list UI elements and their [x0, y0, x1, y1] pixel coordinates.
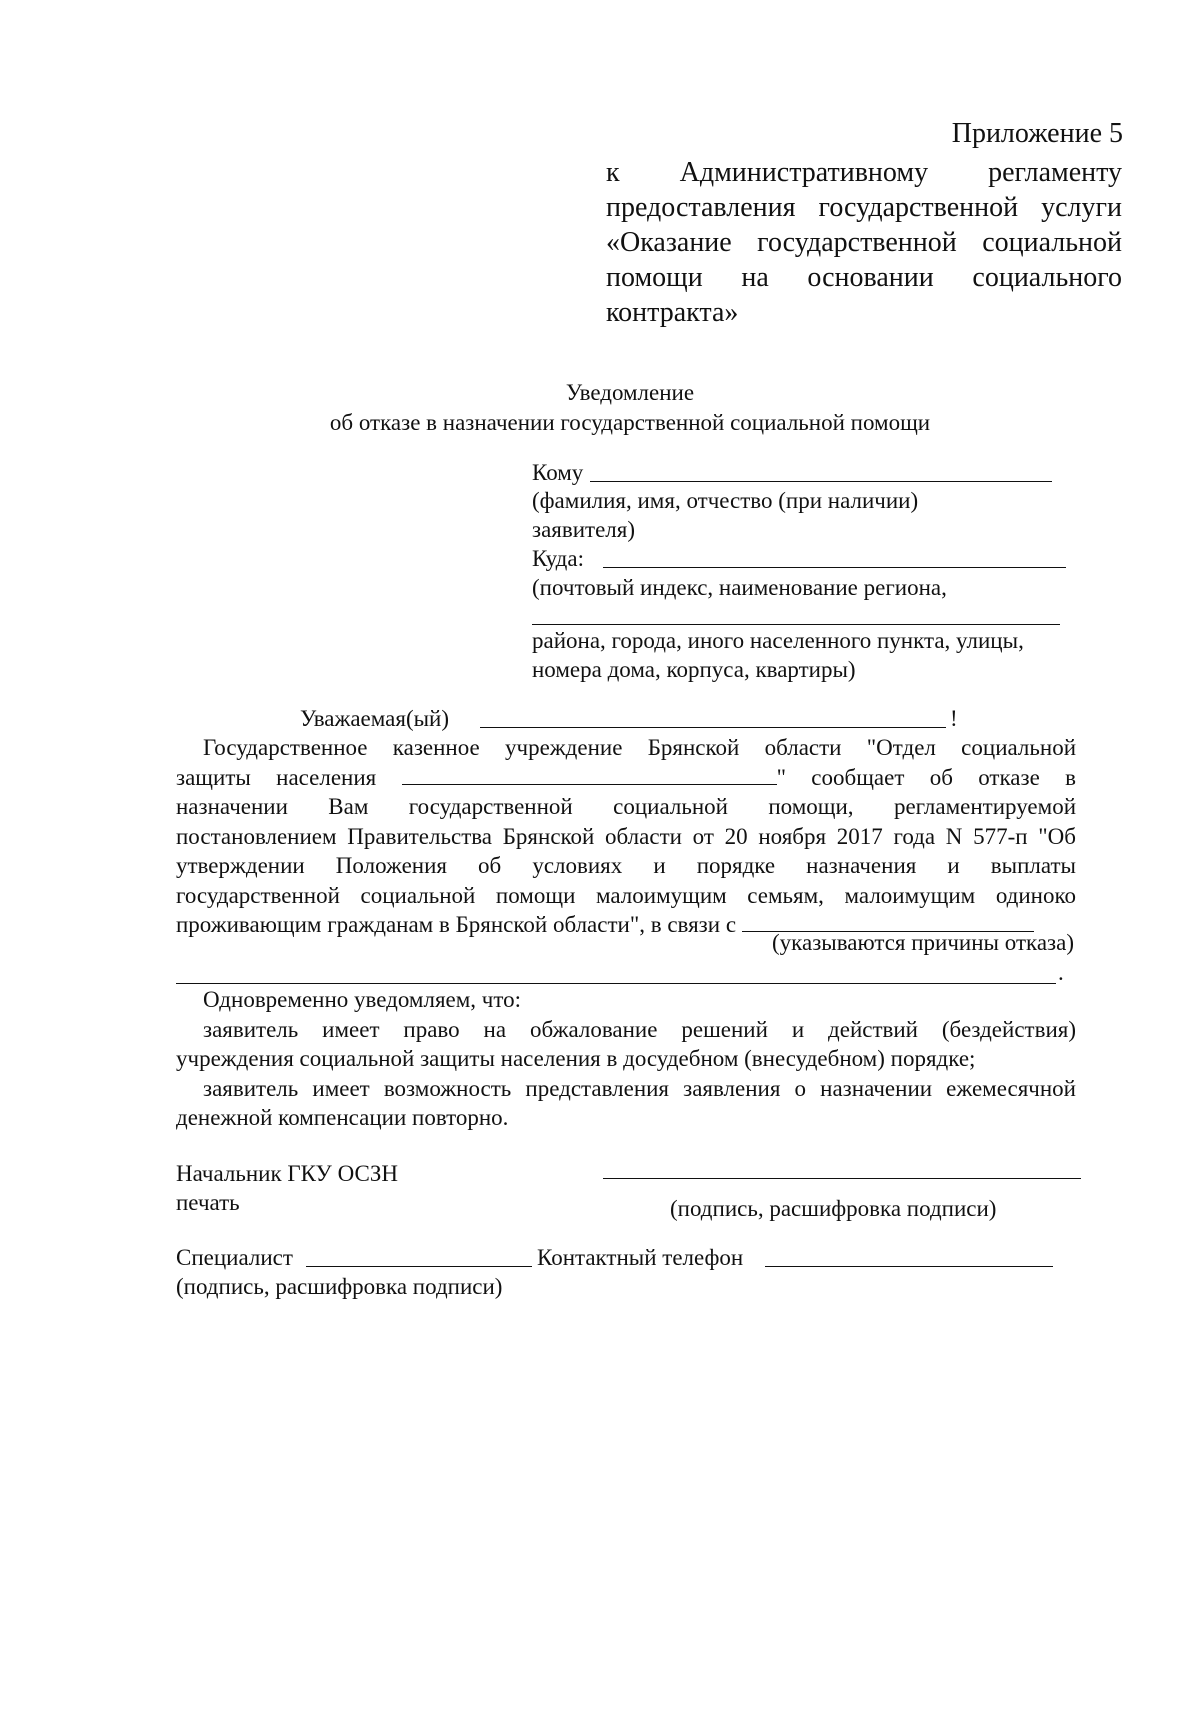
greeting-field-line [480, 727, 946, 728]
head-label: Начальник ГКУ ОСЗН [176, 1161, 398, 1186]
appendix-line-3: «Оказание государственной социальной [606, 227, 1122, 258]
paragraph-line: заявитель имеет возможность представления заявления о назначении ежемесячной [203, 1075, 1076, 1101]
notice-title: Уведомление [565, 380, 695, 405]
where-hint-line-2: района, города, иного населенного пункта, улицы, [532, 628, 1024, 653]
greeting-end: ! [950, 706, 958, 731]
where-hint-line-1: (почтовый индекс, наименование региона, [532, 575, 947, 600]
appendix-line-1: к Административному регламенту [606, 157, 1122, 188]
to-hint-line-1: (фамилия, имя, отчество (при наличии) [532, 488, 919, 513]
appendix-reference [606, 155, 1122, 330]
appendix-title: Приложение 5 [951, 118, 1123, 149]
head-signature-line [603, 1178, 1081, 1179]
notice-subtitle: об отказе в назначении государственной социальной помощи [329, 410, 931, 435]
stamp-label: печать [176, 1190, 240, 1215]
to-field-line [590, 481, 1052, 482]
where-field-line [603, 567, 1066, 568]
reason-field-line-2 [176, 983, 1056, 984]
paragraph-line: государственной социальной помощи малоимущим семьям, малоимущим одиноко [176, 882, 1076, 908]
to-hint-line-2: заявителя) [532, 517, 636, 542]
phone-field-line [765, 1266, 1053, 1267]
where-field-line-2 [532, 624, 1060, 625]
main-paragraph [176, 733, 1076, 940]
greeting-label: Уважаемая(ый) [300, 706, 450, 731]
notice-heading [300, 378, 960, 438]
appendix-line-2: предоставления государственной услуги [606, 192, 1122, 223]
paragraph-line: защиты населения " сообщает об отказе в [176, 764, 1076, 790]
reason-period: . [1058, 960, 1064, 985]
specialist-signature-hint: (подпись, расшифровка подписи) [176, 1274, 503, 1299]
appendix-line-4: помощи на основании социального [606, 262, 1122, 293]
specialist-signature-line [306, 1266, 532, 1267]
notifications-block [176, 985, 1076, 1133]
to-label: Кому [532, 460, 584, 485]
paragraph-line: утверждении Положения об условиях и порядке назначения и выплаты [176, 853, 1076, 878]
paragraph-line: учреждения социальной защиты населения в досудебном (внесудебном) порядке; [176, 1046, 976, 1071]
notification-intro: Одновременно уведомляем, что: [203, 987, 521, 1012]
paragraph-line: назначении Вам государственной социальной помощи, регламентируемой [176, 794, 1076, 819]
appendix-line-5: контракта» [606, 297, 739, 328]
head-signature-hint: (подпись, расшифровка подписи) [670, 1196, 997, 1221]
reason-hint: (указываются причины отказа) [772, 930, 1074, 955]
paragraph-line: постановлением Правительства Брянской области от 20 ноября 2017 года N 577-п "Об [176, 823, 1076, 849]
paragraph-line: заявитель имеет право на обжалование решений и действий (бездействия) [203, 1016, 1076, 1042]
paragraph-line: денежной компенсации повторно. [176, 1105, 509, 1130]
paragraph-line: проживающим гражданам в Брянской области", в связи с [176, 910, 1076, 940]
department-field-line [402, 764, 777, 785]
phone-label: Контактный телефон [537, 1245, 744, 1270]
where-label: Куда: [532, 546, 584, 571]
specialist-label: Специалист [176, 1245, 293, 1270]
paragraph-line: Государственное казенное учреждение Брянской области "Отдел социальной [203, 735, 1076, 760]
where-hint-line-3: номера дома, корпуса, квартиры) [532, 657, 856, 682]
